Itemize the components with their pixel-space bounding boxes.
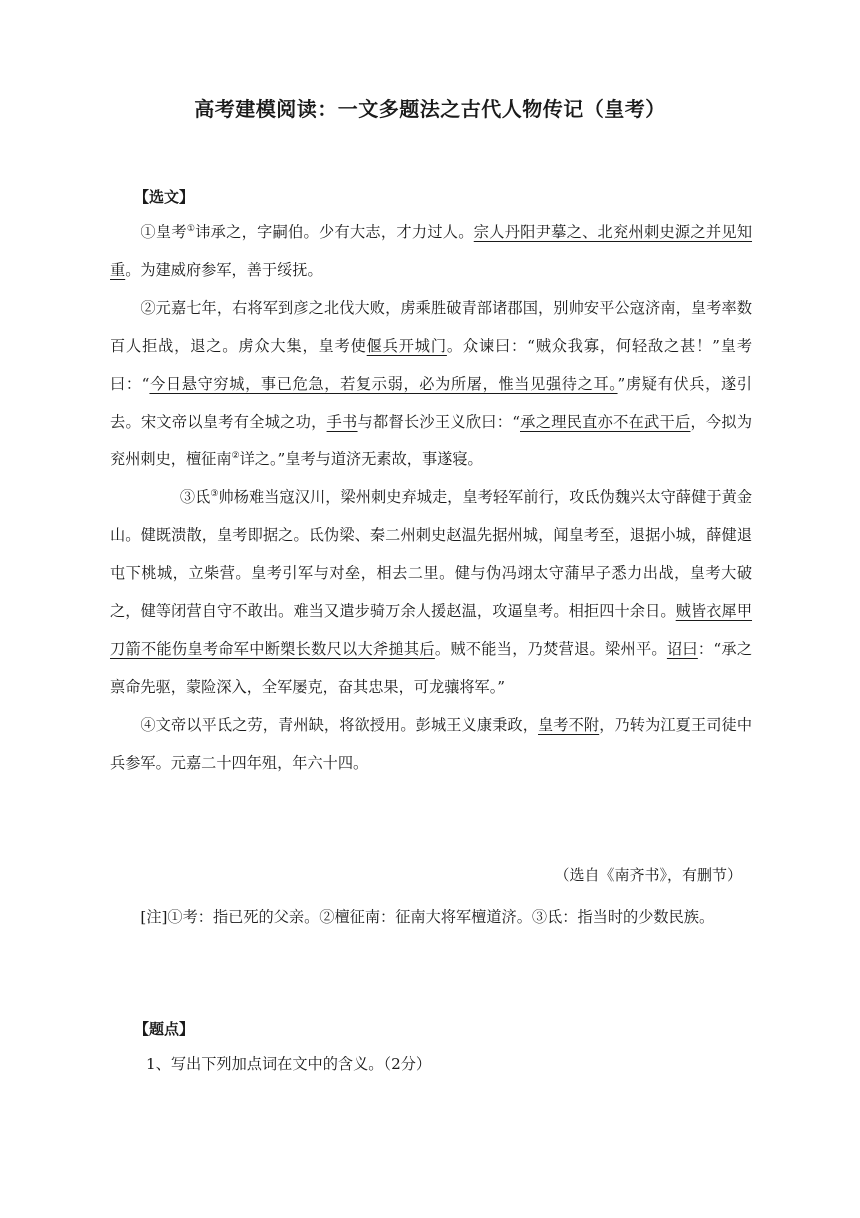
underlined-phrase: 承之理民直亦不在武干后 (520, 412, 691, 431)
paragraph-3 (110, 479, 752, 706)
text-span: 。众谏曰：“贼众我寡，何轻敌之甚！”皇考曰：“ (110, 336, 753, 393)
text-span: 帅杨难当寇汉川，梁州刺史弃城走，皇考轻军前行，攻氐伪魏兴太守薛健于黄金山。健既溃散，皇考即据之。氐伪梁、秦二州刺史赵温先据州城，闻皇考至，退据小城，薛健退屯下桃城，立柴营。皇考引军与对垒，相去二里。健与伪冯翊太守蒲早子悉力出战，皇考大破之，健等闭营自守不敢出。难当又遣步骑万余人援赵温，攻逼皇考。相拒四十余日。 (110, 488, 753, 621)
footnote-marker: ② (231, 451, 240, 462)
underlined-phrase: 贼皆衣犀甲刀箭不能伤皇考命军中断槊长数尺以大斧搥其后 (110, 602, 753, 658)
text-span: ”虏疑有伏兵，遂引去。宋文帝以皇考有全城之功， (110, 374, 752, 431)
underlined-phrase: 诏曰 (666, 639, 698, 658)
notes-text: [注]①考：指已死的父亲。②檀征南：征南大将军檀道济。③氐：指当时的少数民族。 (140, 908, 715, 926)
text-span: 详之。”皇考与道济无素故，事遂寝。 (239, 450, 483, 469)
text-span: ，今拟为兖州刺史，檀征南 (110, 412, 753, 469)
text-span: ③氐 (179, 488, 211, 507)
section-label-selected-text: 【选文】 (134, 188, 195, 206)
page-title: 高考建模阅读：一文多题法之古代人物传记（皇考） (194, 97, 666, 121)
underlined-phrase: 偃兵开城门 (366, 336, 447, 355)
footnote-marker: ① (186, 223, 196, 234)
text-span: ④文帝以平氐之劳，青州缺，将欲授用。彭城王义康秉政， (140, 715, 539, 734)
text-span: 与都督长沙王义欣曰：“ (357, 412, 520, 431)
text-span: 讳承之，字嗣伯。少有大志，才力过人。 (195, 223, 474, 241)
text-span: ，乃转为江夏王司徒中兵参军。元嘉二十四年殂，年六十四。 (110, 715, 753, 772)
underlined-phrase: 今日悬守穷城，事已危急，若复示弱，必为所屠，惟当见强待之耳。 (149, 374, 618, 393)
paragraph-4 (110, 707, 752, 783)
footnotes (110, 898, 752, 936)
footnote-marker: ③ (210, 489, 219, 500)
question-1: 1、写出下列加点词在文中的含义。（2分） (146, 1055, 432, 1073)
underlined-phrase: 手书 (326, 412, 358, 431)
text-span: ①皇考 (140, 223, 187, 241)
underlined-phrase: 皇考不附 (538, 715, 600, 734)
text-span: 。贼不能当，乃焚营退。梁州平。 (434, 639, 667, 658)
text-span: ②元嘉七年，右将军到彦之北伐大败，虏乘胜破青部诸郡国，别帅安平公寇济南，皇考率数百人拒战，退之。虏众大集，皇考使 (110, 298, 752, 355)
text-span: ：“承之禀命先驱，蒙险深入，全军屡克，奋其忠果，可龙骧将军。” (110, 639, 753, 696)
paragraph-1 (110, 214, 752, 290)
passage-body (110, 214, 752, 783)
underlined-phrase: 宗人丹阳尹摹之、北兖州刺史源之并见知重 (110, 223, 753, 279)
text-span: 。为建威府参军，善于绥抚。 (125, 260, 323, 279)
section-label-questions: 【题点】 (134, 1020, 195, 1038)
source-citation: （选自《南齐书》，有删节） (554, 866, 742, 884)
paragraph-2 (110, 290, 752, 480)
